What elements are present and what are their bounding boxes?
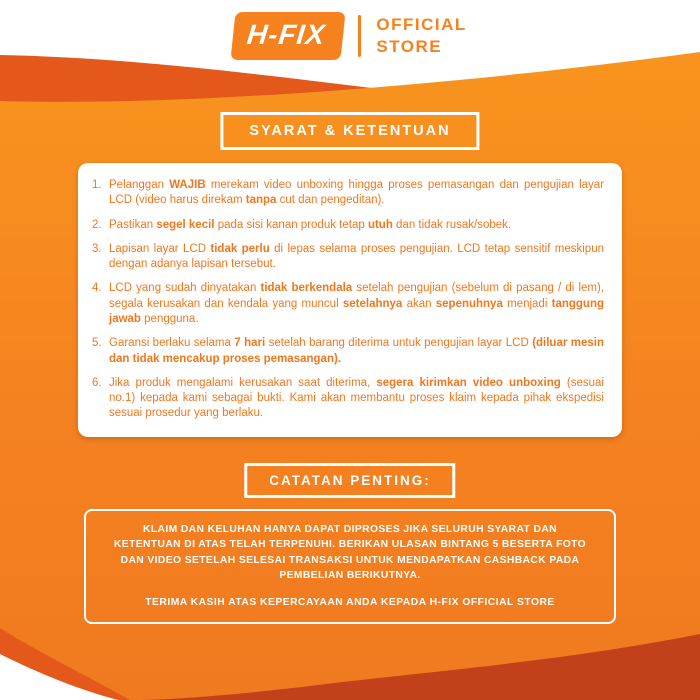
term-number: 6. (92, 376, 102, 389)
text-segment: LCD yang sudah dinyatakan (109, 282, 261, 295)
text-segment: SYARAT DAN KETENTUAN DI ATAS TELAH TERPENUHI. BERIKAN ULASAN (113, 524, 558, 551)
term-text (109, 376, 604, 422)
text-segment: PADA PEMBELIAN BERIKUTNYA. (279, 554, 580, 582)
term-text (109, 281, 604, 327)
term-item (92, 218, 604, 233)
term-number: 5. (92, 337, 102, 350)
text-segment: SETELAH SELESAI TRANSAKSI UNTUK MENDAPATKAN (181, 554, 484, 566)
text-segment: pada sisi kanan produk tetap (214, 218, 368, 231)
emphasized-text: FOTO DAN VIDEO (120, 539, 587, 566)
text-segment: Lapisan layar LCD (109, 242, 211, 255)
claim-note-text (108, 522, 592, 584)
note-title (244, 463, 455, 498)
text-segment: setelah barang diterima untuk pengujian layar LCD (265, 337, 533, 350)
emphasized-text: tidak berkendala (260, 282, 353, 295)
terms-title-text: SYARAT & KETENTUAN (249, 123, 451, 139)
emphasized-text: tanpa (245, 194, 277, 207)
text-segment: menjadi (502, 297, 552, 310)
terms-card (78, 163, 622, 437)
term-number: 4. (92, 282, 102, 295)
term-number: 2. (92, 218, 102, 231)
text-segment: Pastikan (109, 218, 157, 231)
emphasized-text: setelahnya (342, 297, 403, 310)
term-item (92, 178, 604, 209)
emphasized-text: segera kirimkan video unboxing (376, 376, 561, 389)
text-segment: KLAIM DAN KELUHAN HANYA DAPAT DIPROSES JIKA (142, 524, 432, 535)
text-segment: setelah pengujian (sebelum di pasang / di lem), segala kerusakan dan kendala yang muncul (109, 282, 605, 310)
note-title-text: CATATAN PENTING: (269, 473, 431, 488)
emphasized-text: sepenuhnya (435, 297, 503, 310)
text-segment: Garansi berlaku selama (109, 337, 235, 350)
emphasized-text: tanggung jawab (109, 297, 604, 325)
emphasized-text: (diluar mesin dan tidak mencakup proses pemasangan). (109, 337, 604, 365)
terms-list (92, 178, 604, 422)
emphasized-text: tidak perlu (210, 242, 270, 255)
text-segment: BESERTA (498, 539, 557, 551)
emphasized-text: SELURUH (431, 524, 484, 535)
store-name-line1: OFFICIAL (376, 14, 467, 34)
text-segment: pengguna. (140, 312, 199, 325)
logo-divider (358, 15, 361, 57)
text-segment: di lepas selama proses pengujian. LCD tetap sensitif meskipun dengan adanya lapisan tersebut. (109, 242, 604, 271)
text-segment: cut dan pengeditan). (276, 194, 385, 207)
term-text (109, 178, 604, 209)
text-segment: dan tidak rusak/sobek. (392, 218, 512, 231)
hfix-logo-text: H-FIX (245, 19, 328, 50)
store-name (376, 14, 466, 58)
term-text (109, 336, 604, 367)
brand-header (0, 12, 700, 60)
emphasized-text: segel kecil (156, 218, 215, 231)
thanks-text: TERIMA KASIH ATAS KEPERCAYAAN ANDA KEPADA H-FIX OFFICIAL STORE (145, 596, 555, 608)
term-item (92, 336, 604, 367)
terms-title (220, 112, 479, 150)
store-name-line2: STORE (376, 37, 443, 56)
term-item (92, 376, 604, 422)
emphasized-text: BINTANG 5 (440, 539, 499, 551)
claim-note-box (84, 509, 616, 624)
text-segment: merekam video unboxing hingga proses pemasangan dan pengujian layar LCD (video harus direkam (109, 179, 604, 207)
emphasized-text: WAJIB (169, 179, 206, 191)
text-segment: Jika produk mengalami kerusakan saat diterima, (109, 376, 377, 389)
term-number: 1. (92, 179, 102, 191)
text-segment: Pelanggan (109, 179, 170, 191)
term-item (92, 242, 604, 273)
term-text (109, 242, 604, 273)
hfix-logo (231, 12, 346, 60)
text-segment: (sesuai no.1) kepada kami sebagai bukti. Kami akan membantu proses klaim kepada pihak ekspedisi sesuai prosedur yang berlaku. (109, 376, 604, 420)
emphasized-text: 7 hari (234, 337, 266, 350)
term-item (92, 281, 604, 327)
term-text (109, 218, 604, 233)
emphasized-text: utuh (367, 218, 393, 231)
term-number: 3. (92, 242, 102, 255)
emphasized-text: CASHBACK (483, 554, 547, 566)
text-segment: akan (402, 297, 436, 310)
